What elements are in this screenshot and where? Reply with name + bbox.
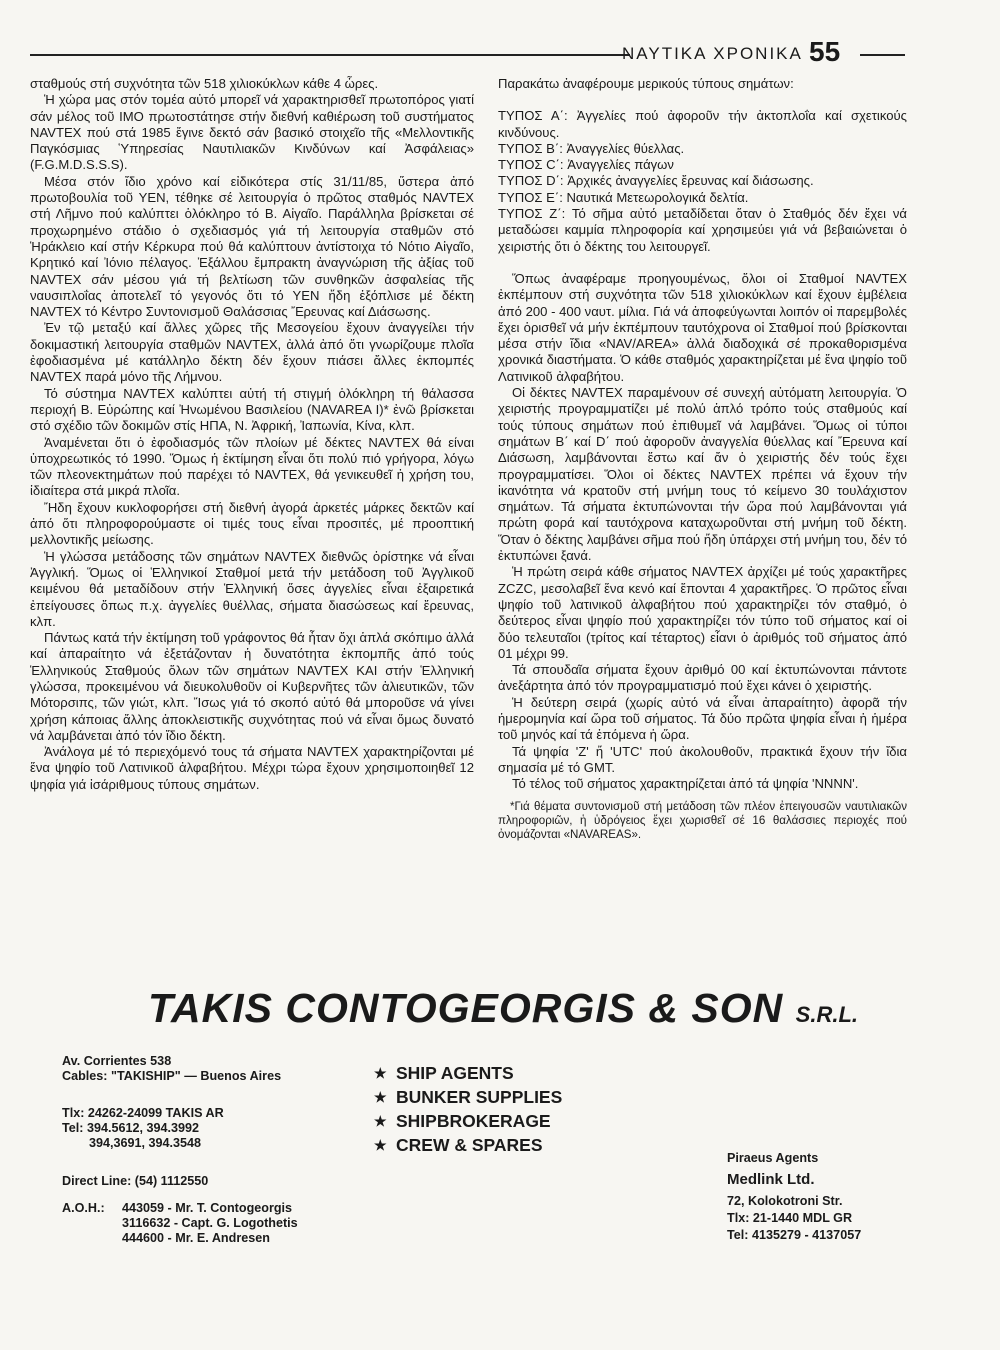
signal-type: ΤΥΠΟΣ Α΄: Ἀγγελίες πού ἀφοροῦν τήν ἀκτοπλοΐα καί σχετικούς κινδύνους. <box>498 108 907 140</box>
piraeus-tel: Tel: 4135279 - 4137057 <box>727 1228 862 1242</box>
service-item: ★ SHIPBROKERAGE <box>374 1111 551 1131</box>
aoh-block <box>62 1201 298 1246</box>
piraeus-label: Piraeus Agents <box>727 1151 819 1165</box>
telex-line: Tlx: 24262-24099 TAKIS AR <box>62 1106 224 1120</box>
star-icon: ★ <box>374 1089 387 1105</box>
service-item: ★ BUNKER SUPPLIES <box>374 1087 563 1107</box>
tel-line: Tel: 394.5612, 394.3992 <box>62 1121 200 1135</box>
aoh-entry: 444600 - Mr. E. Andresen <box>122 1231 270 1245</box>
paragraph: Μέσα στόν ἴδιο χρόνο καί εἰδικότερα στίς 31/11/85, ὕστερα ἀπό πρωτοβουλία τοῦ ΥΕΝ, τέθηκε σέ λειτουργία ὁ πρῶτος σταθμός NAVTEX στή Λῆμνο πού καλύπτει ὁλόκληρο τό Β. Αἰγαῖο. Παράλληλα βρίσκεται σέ προχωρημένο στάδιο ὁ σχεδιασμός γιά τή λειτουργία σταθμῶν στό Ἡράκλειο καί στήν Κέρκυρα πού θά καλύπτουν ἀντίστοιχα τό Νότιο Αἰγαῖο, Κρητικό καί Ἰόνιο πέλαγος. Ἐξάλλου ἔμπρακτη ἀναγνώριση τῆς ἀξίας τοῦ NAVTEX σάν μέσου γιά τή βελτίωση τῶν συνθηκῶν ἀσφαλείας τῆς ναυσιπλοΐας ἀποτελεῖ τό γεγονός ὅτι τό ΥΕΝ ἤδη ἐξόπλισε μέ δέκτη NAVTEX τό Κέντρο Συντονισμοῦ Θαλάσσιας Ἔρευνας καί Διάσωσης. <box>30 173 474 320</box>
paragraph: Ὅπως ἀναφέραμε προηγουμένως, ὅλοι οἱ Σταθμοί NAVTEX ἐκπέμπουν στή συχνότητα τῶν 518 χιλιοκύκλων καί ἔχουν ἐμβέλεια ἀπό 200 - 400 ναυτ. μίλια. Γιά νά ἀποφεύγωνται λοιπόν οἱ παρεμβολές ἔχει ὁρισθεῖ νά μήν ἐκπέμπουν ταυτόχρονα οἱ Σταθμοί πού βρίσκονται μέσα στήν ἴδια «NAV/AREA» ἀλλά διαδοχικά σέ προκαθορισμένα χρονικά διαστήματα. Ὁ κάθε σταθμός χαρακτηρίζεται μέ ἕνα ψηφίο τοῦ Λατινικοῦ ἀλφαβήτου. <box>498 270 907 384</box>
paragraph: Ἡ χώρα μας στόν τομέα αὐτό μπορεῖ νά χαρακτηρισθεῖ πρωτοπόρος γιατί σάν μέλος τοῦ ΙΜΟ πρωτοστάτησε στήν διεθνή καθιέρωση τοῦ συστήματος NAVTEX πού στά 1985 ἔγινε δεκτό σάν βασικό στοιχεῖο τῆς «Μελλοντικῆς Παγκόσμιας Ὑπηρεσίας Ναυτιλιακῶν Κινδύνων καί Ἀσφάλειας» (F.G.M.D.S.S.S). <box>30 92 474 173</box>
header-rule-right <box>860 54 905 56</box>
service-item: ★ CREW & SPARES <box>374 1135 543 1155</box>
paragraph: Τά ψηφία 'Ζ' ἤ 'UTC' πού ἀκολουθοῦν, πρακτικά ἔχουν τήν ἴδια σημασία μέ τό GMT. <box>498 743 907 775</box>
signal-type: ΤΥΠΟΣ Ε΄: Ναυτικά Μετεωρολογικά δελτία. <box>498 189 749 205</box>
paragraph: Ἀνάλογα μέ τό περιεχόμενό τους τά σήματα NAVTEX χαρακτηρίζονται μέ ἕνα ψηφίο τοῦ Λατινικοῦ ἀλφαβήτου. Μέχρι τώρα ἔχουν χρησιμοποιηθεῖ 12 ψηφία γιά ἰσάριθμους τύπους σημάτων. <box>30 744 474 792</box>
aoh-entry: 3116632 - Capt. G. Logothetis <box>122 1216 298 1230</box>
paragraph: Τό τέλος τοῦ σήματος χαρακτηρίζεται ἀπό τά ψηφία 'ΝΝΝΝ'. <box>512 776 859 792</box>
signal-type: ΤΥΠΟΣ C΄: Ἀναγγελίες πάγων <box>498 157 674 173</box>
piraeus-address: 72, Kolokotroni Str. <box>727 1194 843 1208</box>
piraeus-company: Medlink Ltd. <box>727 1171 815 1188</box>
paragraph: Ἐν τῷ μεταξύ καί ἄλλες χῶρες τῆς Μεσογείου ἔχουν ἀναγγείλει τήν δοκιμαστική λειτουργία σταθμῶν NAVTEX, ἀλλά ἀπό ὅτι γνωρίζουμε πλοῖα ἐφοδιασμένα μέ κατάλληλο δέκτη δέν ἔχουν πιάσει ἄλλες ἐκπομπές NAVTEX παρά μόνο τῆς Λήμνου. <box>30 320 474 385</box>
piraeus-telex: Tlx: 21-1440 MDL GR <box>727 1211 853 1225</box>
direct-line: Direct Line: (54) 1112550 <box>62 1174 209 1188</box>
paragraph: Πάντως κατά τήν ἐκτίμηση τοῦ γράφοντος θά ἦταν ὄχι ἁπλά σκόπιμο ἀλλά καί ἀπαραίτητο νά ἐξετάζονταν ἡ δυνατότητα ἐκπομπῆς ἀπό τούς Ἑλληνικούς Σταθμούς ὅλων τῶν σημάτων NAVTEX ΚΑΙ στήν Ἑλληνική γλώσσα, προκειμένου νά διευκολυθοῦν οἱ Κυβερνῆτες τῶν ἁλιευτικῶν, τῶν Μότορσιπς, τῶν γιώτ, κλπ. Ἴσως γιά τό σκοπό αὐτό θά μποροῦσε νά γίνει χρήση κάποιας ἄλλης ἀποκλειστικῆς συχνότητας πού νά εἶναι ὅμως δυνατό νά λαμβάνεται ἀπό τόν ἴδιο δέκτη. <box>30 630 474 743</box>
company-suffix: S.R.L. <box>795 1002 859 1027</box>
header-rule-left <box>30 54 630 56</box>
paragraph: Τά σπουδαῖα σήματα ἔχουν ἀριθμό 00 καί ἐκτυπώνονται πάντοτε ἀνεξάρτητα ἀπό τόν προγραμματισμό πού ἔχει κάνει ὁ χειριστής. <box>498 662 907 694</box>
footnote: *Γιά θέματα συντονισμοῦ στή μετάδοση τῶν πλέον ἐπειγουσῶν ναυτιλιακῶν πληροφοριῶν, ἡ ὑδρόγειος ἔχει χωρισθεῖ σέ 16 θαλάσσιες περιοχές πού ὀνομάζονται «NAVAREAS». <box>498 800 907 842</box>
ad-company-title <box>148 985 859 1032</box>
right-column <box>498 76 907 842</box>
paragraph: Ἡ δεύτερη σειρά (χωρίς αὐτό νά εἶναι ἀπαραίτητο) ἀφορᾶ τήν ἡμερομηνία καί ὥρα τοῦ σήματος. Τά δύο πρῶτα ψηφία εἶναι ἡ ἡμέρα τοῦ μηνός καί τά ἑπόμενα ἡ ὥρα. <box>498 694 907 743</box>
paragraph: σταθμούς στή συχνότητα τῶν 518 χιλιοκύκλων κάθε 4 ὧρες. <box>30 76 379 91</box>
star-icon: ★ <box>374 1113 387 1129</box>
star-icon: ★ <box>374 1137 387 1153</box>
paragraph: Ἀναμένεται ὅτι ὁ ἐφοδιασμός τῶν πλοίων μέ δέκτες NAVTEX θά είναι ὑποχρεωτικός τό 1990. Ὅμως ἡ ἐκτίμηση εἶναι ὅτι πολύ πιό γρήγορα, λόγω τῶν πλεονεκτημάτων πού παρέχει τό NAVTEX, θά γενικευθεῖ ἡ χρήση του, ἰδιαίτερα στά μικρά πλοῖα. <box>30 434 474 499</box>
paragraph: Οἱ δέκτες NAVTEX παραμένουν σέ συνεχή αὐτόματη λειτουργία. Ὁ χειριστής προγραμματίζει μέ πολύ ἁπλό τρόπο τούς σταθμούς καί τούς τύπους σημάτων πού ἐπιθυμεῖ νά λαμβάνει. Ὅμως οἱ τύποι σημάτων Β΄ καί D΄ πού ἀφοροῦν ἀναγγελία θύελλας καί Ἔρευνα καί Διάσωση, λαμβάνονται ἔστω καί ἄν ὁ χειριστής δέν τούς ἔχει προγραμματίσει. Ὅλοι οἱ δέκτες NAVTEX πρέπει νά ἔχουν τήν ἱκανότητα νά κρατοῦν στή μνήμη τους τό κείμενο 30 τουλάχιστον σημάτων. Τά σήματα ἐκτυπώνονται τήν ὥρα πού λαμβάνονται γιά πρώτη φορά καί ταυτόχρονα καταχωροῦνται στή μνήμη τοῦ δέκτη. Ὅταν ὁ δέκτης λαμβάνει σῆμα πού ἤδη ὑπάρχει στή μνήμη του, δέν τό ἐκτυπώνει ξανά. <box>498 385 907 564</box>
service-item: ★ SHIP AGENTS <box>374 1063 514 1083</box>
signal-type: ΤΥΠΟΣ D΄: Ἀρχικές ἀναγγελίες ἔρευνας καί διάσωσης. <box>498 173 814 189</box>
paragraph: Ἤδη ἔχουν κυκλοφορήσει στή διεθνή ἀγορά ἀρκετές μάρκες δεκτῶν καί ἀπό ὅτι πληροφορούμαστε οἱ τιμές τους εἶναι προσιτές, μέ προοπτική μελλοντικῆς μείωσης. <box>30 499 474 548</box>
piraeus-agents <box>727 1150 861 1244</box>
left-column <box>30 76 474 793</box>
paragraph: Τό σύστημα NAVTEX καλύπτει αὐτή τή στιγμή ὁλόκληρη τή θάλασσα περιοχή Β. Εὐρώπης καί Ἠνωμένου Βασιλείου (NAVAREA I)* ἐνῶ βρίσκεται στό σχέδιο τῶν δοκιμῶν στίς ΗΠΑ, Ν. Ἀφρική, Ἰαπωνία, Κίνα, κλπ. <box>30 385 474 434</box>
tel-line-cont: 394,3691, 394.3548 <box>89 1136 202 1150</box>
signal-type: ΤΥΠΟΣ Ζ΄: Τό σῆμα αὐτό μεταδίδεται ὅταν ὁ Σταθμός δέν ἔχει νά μεταδώσει καμμία πληροφορία καί χρησιμεύει γιά νά βεβαιώνεται ὁ χειριστής ὅτι ὁ δέκτης του λειτουργεῖ. <box>498 206 907 254</box>
types-intro: Παρακάτω ἀναφέρουμε μερικούς τύπους σημάτων: <box>498 76 794 91</box>
company-name: TAKIS CONTOGEORGIS & SON <box>148 985 784 1031</box>
page-number: 55 <box>809 36 841 67</box>
cables-line: Cables: "TAKISHIP" — Buenos Aires <box>62 1069 282 1083</box>
aoh-label: A.O.H.: <box>62 1201 105 1215</box>
ad-address <box>62 1054 281 1084</box>
star-icon: ★ <box>374 1065 387 1081</box>
signal-types-list <box>498 108 907 255</box>
services-list <box>374 1061 562 1157</box>
paragraph: Ἡ γλώσσα μετάδοσης τῶν σημάτων NAVTEX διεθνῶς ὁρίστηκε νά εἶναι Ἀγγλική. Ὅμως οἱ Ἑλληνικοί Σταθμοί μετά τήν μετάδοση τοῦ Ἀγγλικοῦ κειμένου θά μεταδίδουν στήν Ἑλληνική ὅσες ἀγγελίες εἶναι ἐξαιρετικά ἐπείγουσες ὅπως π.χ. ἀγγελίες θυέλλας, σήματα διασώσεως καί ἔρευνας, κλπ. <box>30 548 474 629</box>
aoh-entry: 443059 - Mr. T. Contogeorgis <box>122 1201 293 1215</box>
page-header <box>30 38 905 70</box>
address-line: Av. Corrientes 538 <box>62 1054 172 1068</box>
magazine-title: ΝΑΥΤΙΚΑ ΧΡΟΝΙΚΑ <box>622 44 803 63</box>
signal-type: ΤΥΠΟΣ Β΄: Ἀναγγελίες θύελλας. <box>498 140 685 156</box>
ad-contacts <box>62 1106 224 1151</box>
paragraph: Ἡ πρώτη σειρά κάθε σήματος NAVTEX ἀρχίζει μέ τούς χαρακτῆρες ZCZC, μεσολαβεῖ ἕνα κενό καί ἕπονται 4 χαρακτῆρες. Ὁ πρῶτος εἶναι ψηφίο τοῦ λατινικοῦ ἀλφαβήτου πού χαρακτηρίζει τόν σταθμό, ὁ δεύτερος εἶναι ψηφίο πού χαρακτηρίζει τόν τύπο τοῦ σήματος καί οἱ δύο τελευταῖοι (τρίτος καί τέταρτος) εἶανι ὁ ἀριθμός τοῦ σήματος ἀπό 01 μέχρι 99. <box>498 564 907 661</box>
